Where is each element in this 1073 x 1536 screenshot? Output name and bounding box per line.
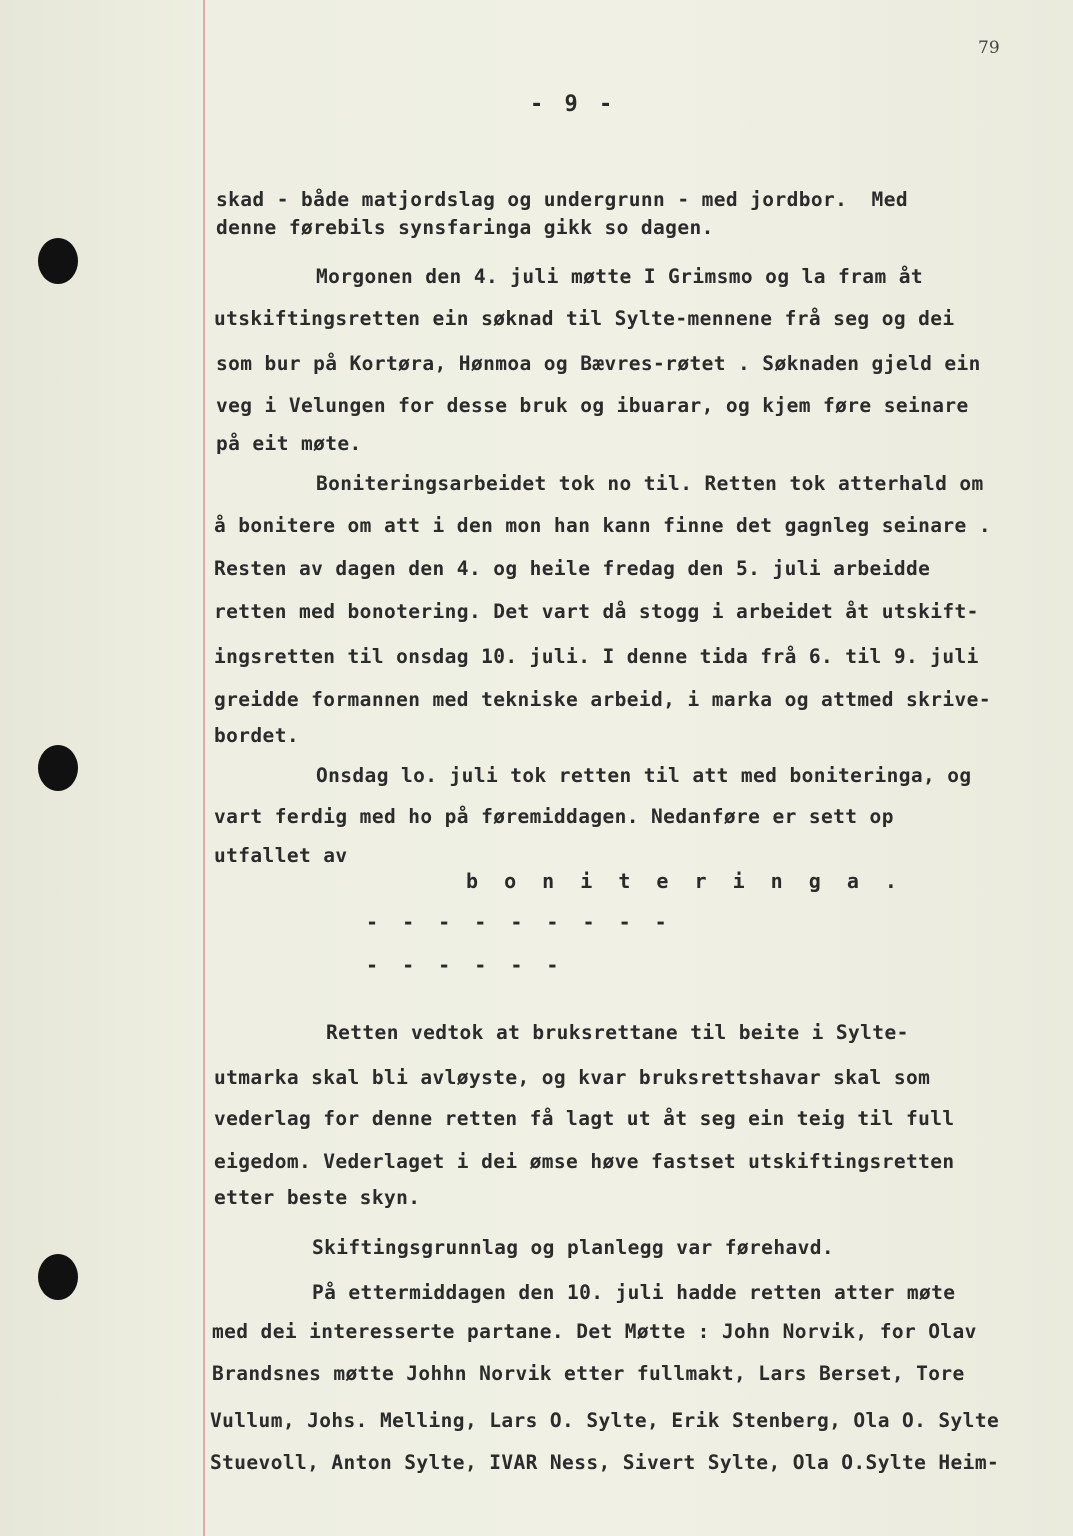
text-line: som bur på Kortøra, Hønmoa og Bævres-røtet . Søknaden gjeld ein xyxy=(216,352,981,375)
text-line: Boniteringsarbeidet tok no til. Retten tok atterhald om xyxy=(316,472,984,495)
text-line: etter beste skyn. xyxy=(214,1186,421,1209)
text-line: Morgonen den 4. juli møtte I Grimsmo og la fram åt xyxy=(316,265,923,288)
section-number: - 9 - xyxy=(530,92,617,117)
text-line: med dei interesserte partane. Det Møtte : John Norvik, for Olav xyxy=(212,1320,977,1343)
text-line: greidde formannen med tekniske arbeid, i marka og attmed skrive- xyxy=(214,688,991,711)
text-line: retten med bonotering. Det vart då stogg i arbeidet åt utskift- xyxy=(214,600,979,623)
text-line: ingsretten til onsdag 10. juli. I denne tida frå 6. til 9. juli xyxy=(214,645,979,668)
text-line: denne førebils synsfaringa gikk so dagen. xyxy=(216,216,714,239)
text-line: skad - både matjordslag og undergrunn - med jordbor. Med xyxy=(216,188,908,211)
punch-hole xyxy=(38,745,78,791)
dash-separator: - - - - - - xyxy=(366,953,565,977)
text-line: Retten vedtok at bruksrettane til beite i Sylte- xyxy=(326,1021,909,1044)
text-line: vart ferdig med ho på føremiddagen. Nedanføre er sett op xyxy=(214,805,894,828)
text-line: Skiftingsgrunnlag og planlegg var førehavd. xyxy=(312,1236,835,1259)
text-line: utfallet av xyxy=(214,844,348,867)
text-line: eigedom. Vederlaget i dei ømse høve fastset utskiftingsretten xyxy=(214,1150,955,1173)
text-line: Resten av dagen den 4. og heile fredag den 5. juli arbeidde xyxy=(214,557,931,580)
text-line: vederlag for denne retten få lagt ut åt seg ein teig til full xyxy=(214,1107,955,1130)
text-line: Stuevoll, Anton Sylte, IVAR Ness, Sivert Sylte, Ola O.Sylte Heim- xyxy=(210,1451,1000,1474)
text-line: å bonitere om att i den mon han kann finne det gagnleg seinare . xyxy=(214,514,991,537)
text-line: veg i Velungen for desse bruk og ibuarar, og kjem føre seinare xyxy=(216,394,969,417)
punch-hole xyxy=(38,1254,78,1300)
text-line: Onsdag lo. juli tok retten til att med boniteringa, og xyxy=(316,764,972,787)
text-line: utskiftingsretten ein søknad til Sylte-mennene frå seg og dei xyxy=(214,307,955,330)
text-line: Vullum, Johs. Melling, Lars O. Sylte, Erik Stenberg, Ola O. Sylte xyxy=(210,1409,1000,1432)
punch-hole xyxy=(38,238,78,284)
margin-line xyxy=(203,0,205,1536)
heading-boniteringa: b o n i t e r i n g a . xyxy=(466,869,904,893)
text-line: på eit møte. xyxy=(216,432,362,455)
text-line: På ettermiddagen den 10. juli hadde retten atter møte xyxy=(312,1281,956,1304)
text-line: utmarka skal bli avløyste, og kvar bruksrettshavar skal som xyxy=(214,1066,931,1089)
text-line: Brandsnes møtte Johhn Norvik etter fullmakt, Lars Berset, Tore xyxy=(212,1362,965,1385)
page-number: 79 xyxy=(978,38,1000,58)
text-line: bordet. xyxy=(214,724,299,747)
dash-separator: - - - - - - - - - xyxy=(366,910,673,934)
